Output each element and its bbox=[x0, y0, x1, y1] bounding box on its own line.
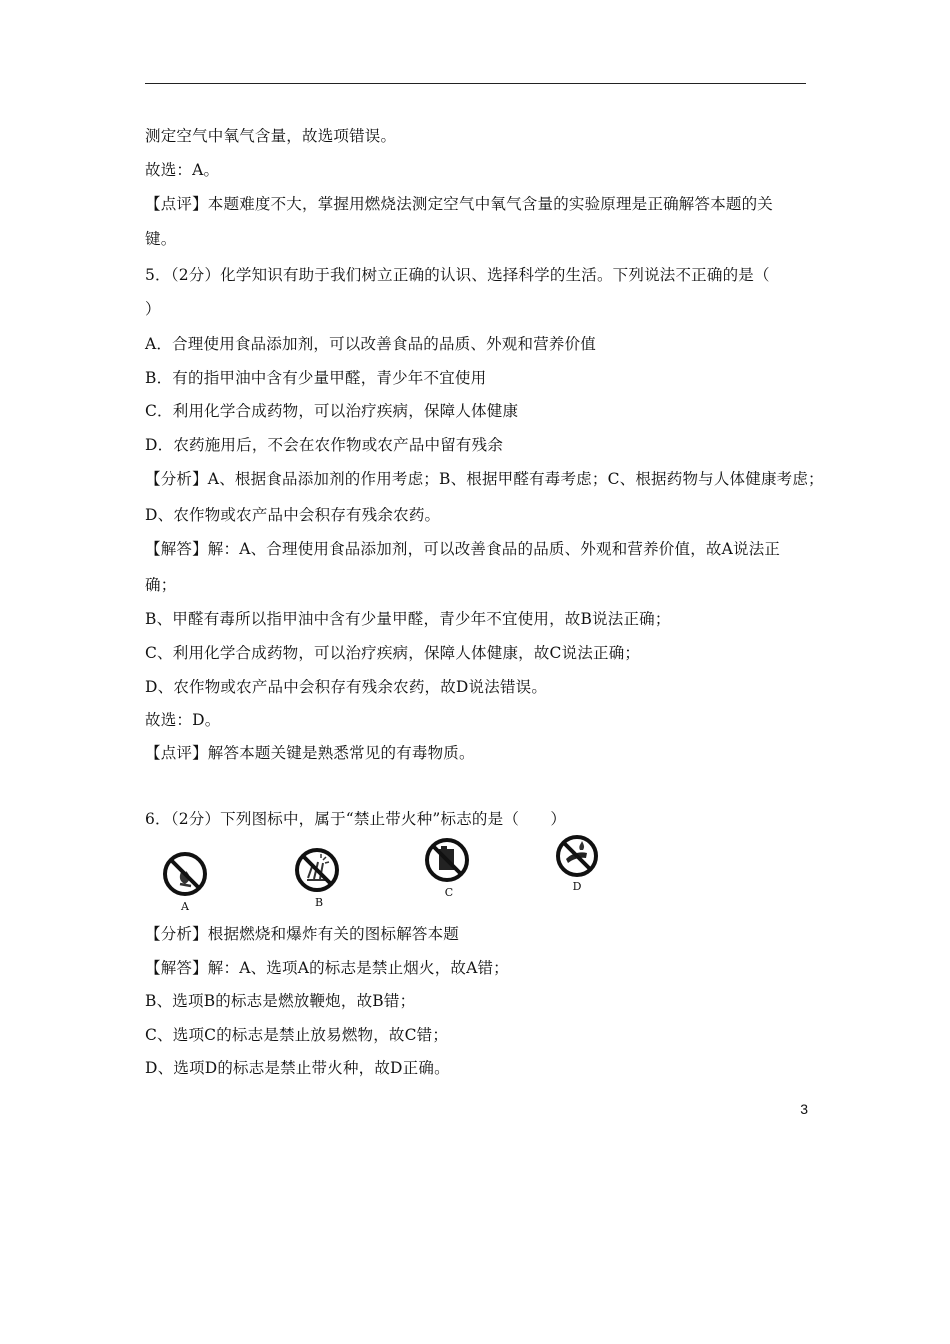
answer-line: D、选项D的标志是禁止带火种，故D正确。 bbox=[145, 1059, 450, 1077]
sign-d-label: D bbox=[572, 880, 582, 893]
answer-line: C、选项C的标志是禁止放易燃物，故C错； bbox=[145, 1026, 449, 1044]
answer-line: C、利用化学合成药物，可以治疗疾病，保障人体健康，故C说法正确； bbox=[145, 644, 641, 662]
sign-a bbox=[161, 850, 211, 913]
answer-line: D、农作物或农产品中会积存有残余农药，故D说法错误。 bbox=[145, 678, 548, 696]
sign-b bbox=[293, 846, 343, 909]
no-fireworks-icon bbox=[293, 846, 341, 894]
analysis-line: 【分析】A、根据食品添加剂的作用考虑；B、根据甲醛有毒考虑；C、根据药物与人体健康考虑； bbox=[145, 470, 824, 488]
analysis-line: 【分析】根据燃烧和爆炸有关的图标解答本题 bbox=[145, 925, 460, 943]
sign-d bbox=[553, 834, 603, 893]
answer-line: B、选项B的标志是燃放鞭炮，故B错； bbox=[145, 992, 416, 1010]
option-c: C．利用化学合成药物，可以治疗疾病，保障人体健康 bbox=[145, 402, 519, 420]
question-5-stem: 5．（2分）化学知识有助于我们树立正确的认识、选择科学的生活。下列说法不正确的是（ bbox=[145, 266, 770, 284]
text-line: 故选：A。 bbox=[145, 161, 220, 179]
answer-line: 【解答】解：A、合理使用食品添加剂，可以改善食品的品质、外观和营养价值，故A说法正 bbox=[145, 540, 781, 558]
answer-line: 【解答】解：A、选项A的标志是禁止烟火，故A错； bbox=[145, 959, 509, 977]
answer-line-cont: 确； bbox=[145, 576, 177, 594]
answer-line: B、甲醛有毒所以指甲油中含有少量甲醛，青少年不宜使用，故B说法正确； bbox=[145, 610, 671, 628]
no-flammable-materials-icon bbox=[423, 836, 471, 884]
page-number: 3 bbox=[800, 1101, 808, 1117]
choice-line: 故选：D。 bbox=[145, 711, 221, 729]
question-6-stem: 6．（2分）下列图标中，属于“禁止带火种”标志的是（ ） bbox=[145, 810, 567, 828]
no-open-flame-icon bbox=[161, 850, 209, 898]
analysis-line-cont: D、农作物或农产品中会积存有残余农药。 bbox=[145, 506, 441, 524]
text-line: 键。 bbox=[145, 230, 177, 248]
text-line: 测定空气中氧气含量，故选项错误。 bbox=[145, 127, 397, 145]
option-a: A．合理使用食品添加剂，可以改善食品的品质、外观和营养价值 bbox=[145, 335, 596, 353]
header-rule bbox=[145, 83, 806, 84]
sign-options bbox=[145, 836, 615, 912]
sign-c-label: C bbox=[444, 886, 454, 899]
sign-c bbox=[423, 836, 473, 899]
sign-a-label: A bbox=[181, 900, 189, 913]
no-fire-source-icon bbox=[553, 834, 601, 878]
sign-b-label: B bbox=[314, 896, 324, 909]
comment-line: 【点评】解答本题关键是熟悉常见的有毒物质。 bbox=[145, 744, 475, 762]
option-b: B．有的指甲油中含有少量甲醛，青少年不宜使用 bbox=[145, 369, 487, 387]
comment-line: 【点评】本题难度不大，掌握用燃烧法测定空气中氧气含量的实验原理是正确解答本题的关 bbox=[145, 195, 774, 213]
question-5-stem-cont: ） bbox=[145, 300, 161, 318]
option-d: D．农药施用后，不会在农作物或农产品中留有残余 bbox=[145, 436, 504, 454]
